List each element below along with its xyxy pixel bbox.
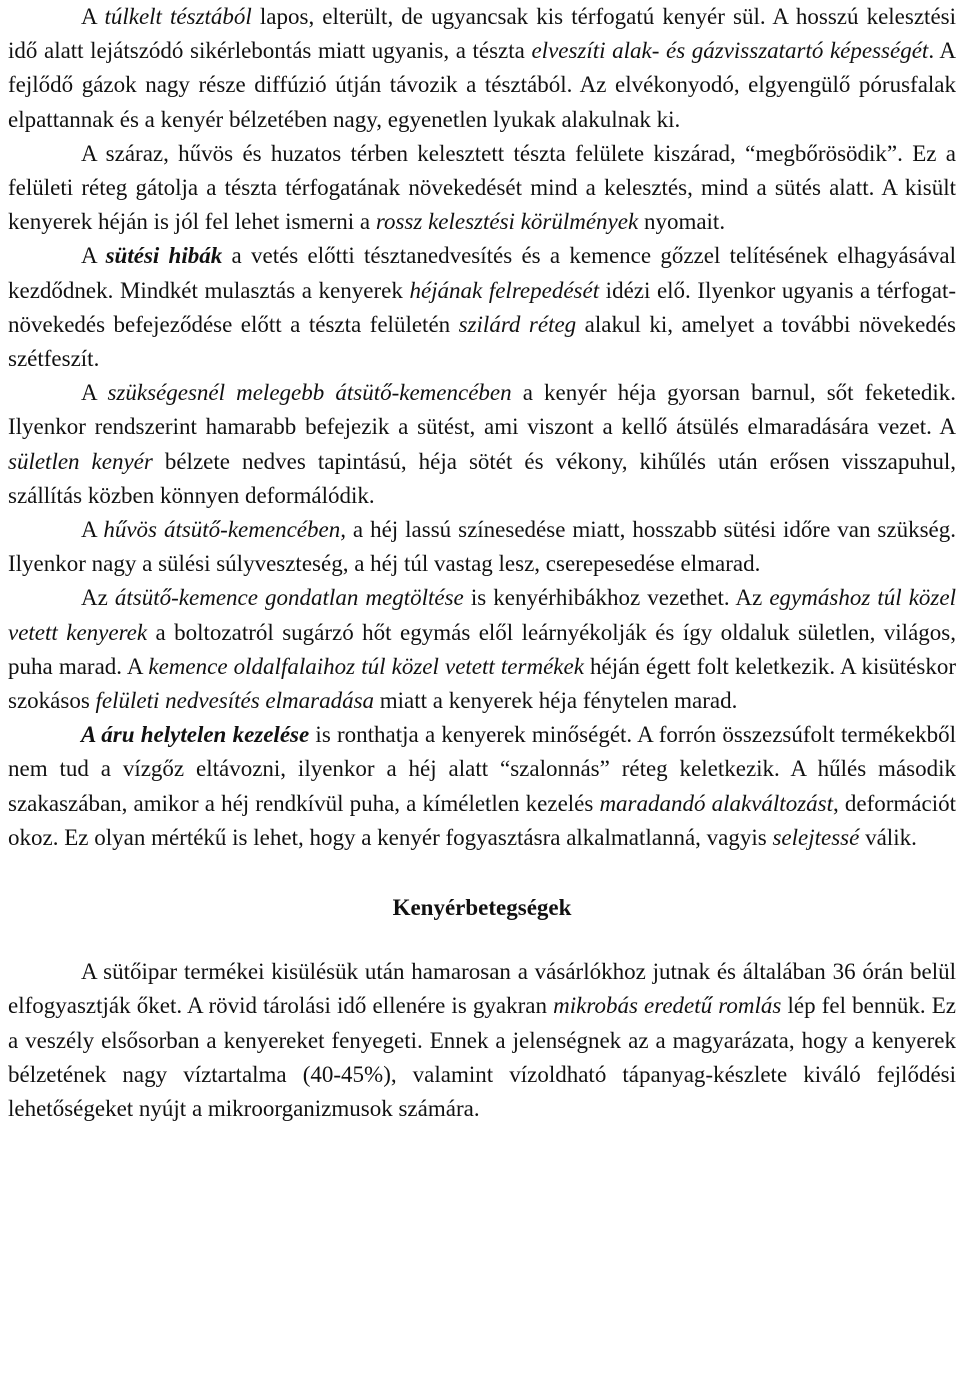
- italic-emphasis: héjának felrepedését: [409, 277, 600, 303]
- text-run: A: [81, 380, 108, 406]
- paragraph: [8, 137, 956, 240]
- section-sutesi-hibak: [8, 0, 956, 855]
- paragraph: [8, 513, 956, 581]
- italic-emphasis: elveszíti alak- és gázvisszatartó képességét: [531, 38, 929, 64]
- text-run: , deformációt okoz. Ez olyan mértékű is lehet, hogy a kenyér fogyasztásra alkalmatlanná, vagyis: [8, 790, 956, 850]
- text-run: is ronthatja a kenyerek minőségét. A forrón összezsúfolt termékekből nem tud a vízgőz eltávozni, ilyenkor a héj alatt “szalonnás” réteg keletkezik. A hűlés második szakaszában, amikor a héj rendkívül puha, a kíméletlen kezelés: [8, 722, 956, 816]
- paragraph: [8, 955, 956, 1126]
- text-run: is kenyérhibákhoz vezethet. Az: [463, 585, 770, 611]
- italic-emphasis: szükségesnél melegebb átsütő-kemencében: [107, 380, 512, 406]
- section-heading: Kenyérbetegségek: [392, 895, 572, 921]
- paragraph: [8, 718, 956, 855]
- italic-emphasis: kemence oldalfalaihoz túl közel vetett termékek: [148, 653, 584, 679]
- paragraph: [8, 376, 956, 513]
- bold-italic-emphasis: A áru helytelen kezelése: [81, 722, 310, 748]
- text-run: A: [81, 517, 104, 543]
- italic-emphasis: selejtessé: [772, 824, 860, 850]
- italic-emphasis: szilárd réteg: [458, 311, 577, 337]
- text-run: a héj lassú színesedése miatt, hosszabb sütési időre van szükség. Ilyenkor nagy a sülési súlyveszteség, a héj túl vastag lesz, cserepesedése elmarad.: [8, 517, 956, 577]
- text-run: . A fejlődő gázok nagy része diffúzió útján távozik a tésztából. Az elvékonyodó, elgyengülő pórusfalak elpattannak és a kenyér bélzetében nagy, egyenetlen lyukak alakulnak ki.: [8, 38, 956, 132]
- text-run: Az: [81, 585, 115, 611]
- text-run: lapos, elterült, de ugyancsak kis térfogatú kenyér sül. A hosszú kelesztési idő alatt lejátszódó sikérlebontás miatt ugyanis, a tészta: [8, 4, 956, 64]
- text-run: idézi elő. Ilyenkor ugyanis a térfogat-növekedés befejeződése előtt a tészta felületén: [8, 277, 956, 337]
- paragraph: [8, 0, 956, 137]
- text-run: A: [81, 4, 105, 29]
- section-kenyerbetegsegek: [8, 955, 956, 1126]
- italic-emphasis: túlkelt tésztából: [104, 4, 252, 29]
- italic-emphasis: hűvös átsütő-kemencében,: [103, 517, 346, 543]
- italic-emphasis: átsütő-kemence gondatlan megtöltése: [114, 585, 464, 611]
- italic-emphasis: maradandó alakváltozást: [599, 790, 833, 816]
- text-run: A: [81, 243, 106, 269]
- italic-emphasis: sületlen kenyér: [8, 448, 153, 474]
- document-page: [8, 0, 956, 1126]
- italic-emphasis: egymáshoz túl közel vetett kenyerek: [8, 585, 956, 645]
- paragraph: [8, 581, 956, 718]
- paragraph: [8, 239, 956, 376]
- italic-emphasis: mikrobás eredetű romlás: [553, 993, 782, 1019]
- bold-italic-emphasis: sütési hibák: [105, 243, 223, 269]
- italic-emphasis: rossz kelesztési körülmények: [375, 209, 639, 235]
- text-run: miatt a kenyerek héja fénytelen marad.: [374, 688, 738, 714]
- text-run: alakul ki, amelyet a további növekedés szétfeszít.: [8, 311, 956, 372]
- text-run: válik.: [859, 824, 917, 850]
- text-run: a boltozatról sugárzó hőt egymás elől leárnyékolják és így oldaluk sületlen, világos, puha marad. A: [8, 619, 956, 679]
- text-run: héján égett folt keletkezik. A kisütéskor szokásos: [8, 653, 957, 714]
- text-run: nyomait.: [638, 209, 726, 235]
- text-run: lép fel bennük. Ez a veszély elsősorban a kenyereket fenyegeti. Ennek a jelenségnek az a magyarázata, hogy a kenyerek bélzetének nagy víztartalma (40-45%), valamint vízoldható tápanyag-készlete kiváló fejlődési lehetőségeket nyújt a mikroorganizmusok számára.: [8, 993, 956, 1122]
- text-run: a vetés előtti tésztanedvesítés és a kemence gőzzel telítésének elhagyásával kezdődnek. Mindkét mulasztás a kenyerek: [8, 243, 957, 303]
- italic-emphasis: felületi nedvesítés elmaradása: [95, 688, 375, 714]
- text-run: A sütőipar termékei kisülésük után hamarosan a vásárlókhoz jutnak és általában 36 órán belül elfogyasztják őket. A rövid tárolási idő ellenére is gyakran: [8, 959, 956, 1019]
- text-run: bélzete nedves tapintású, héja sötét és vékony, kihűlés után erősen visszapuhul, szállítás közben könnyen deformálódik.: [8, 448, 956, 508]
- text-run: a kenyér héja gyorsan barnul, sőt feketedik. Ilyenkor rendszerint hamarabb befejezik a sütést, ami viszont a kellő átsülés elmaradására vezet. A: [8, 380, 957, 440]
- text-run: A száraz, hűvös és huzatos térben kelesztett tészta felülete kiszárad, “megbőrösödik”. Ez a felületi réteg gátolja a tészta térfogatának növekedését mind a kelesztés, mind a sütés alatt. A kisült kenyerek héján is jól fel lehet ismerni a: [8, 140, 956, 235]
